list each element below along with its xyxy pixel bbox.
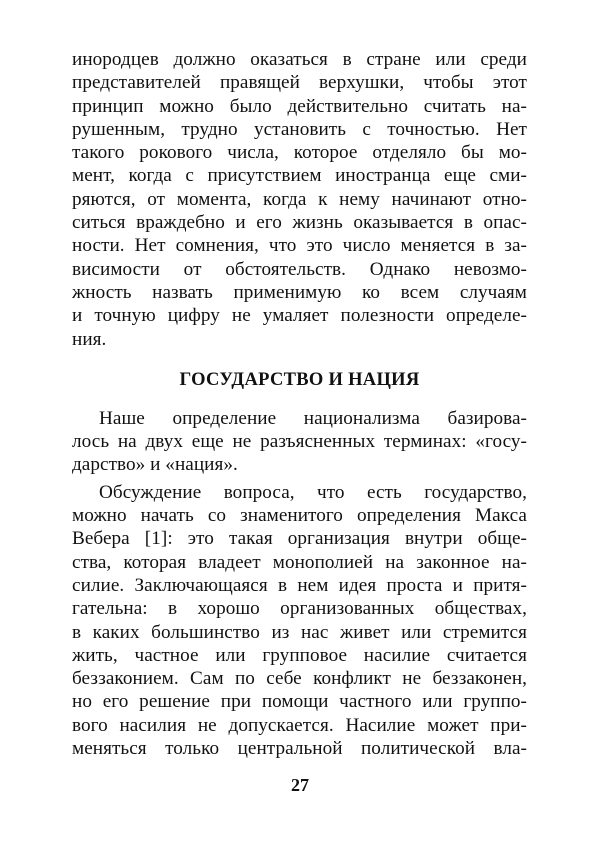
- text-line: ситься враждебно и его жизнь оказывается в опас-: [72, 212, 527, 234]
- text-line: ства, которая владеет монополией на законное на-: [72, 551, 527, 573]
- text-line: дарство» и «нация».: [72, 454, 238, 476]
- text-line: принцип можно было действительно считать на-: [72, 95, 527, 117]
- text-line: в каких большинство из нас живет или стремится: [72, 621, 527, 643]
- text-line: инородцев должно оказаться в стране или среди: [72, 49, 527, 70]
- text-line: жить, частное или групповое насилие считается: [72, 644, 527, 666]
- text-line: Наше определение национализма базирова-: [99, 407, 527, 429]
- text-line: ния.: [72, 328, 107, 350]
- page-number: 27: [291, 775, 309, 795]
- text-line: и точную цифру не умаляет полезности определе-: [72, 305, 527, 327]
- text-line: гательна: в хорошо организованных обществах,: [72, 598, 527, 620]
- text-line: жность назвать применимую ко всем случаям: [72, 281, 527, 303]
- text-line: Вебера [1]: это такая организация внутри обще-: [72, 528, 527, 550]
- text-line: ряются, от момента, когда к нему начинают отно-: [72, 188, 527, 210]
- text-line: вого насилия не допускается. Насилие может при-: [72, 714, 527, 736]
- text-line: Обсуждение вопроса, что есть государство,: [99, 481, 527, 503]
- page-body: [72, 48, 527, 760]
- text-line: такого рокового числа, которое отделяло бы мо-: [72, 142, 527, 164]
- text-line: можно начать со знаменитого определения Макса: [72, 505, 527, 527]
- text-line: представителей правящей верхушки, чтобы этот: [72, 72, 527, 94]
- text-line: лось на двух еще не разъясненных терминах: «госу-: [72, 431, 527, 453]
- text-line: беззаконием. Сам по себе конфликт не беззаконен,: [72, 668, 527, 690]
- text-line: силие. Заключающаяся в нем идея проста и притя-: [72, 574, 527, 596]
- paragraph-3: [72, 481, 527, 761]
- paragraph-1: [72, 48, 527, 351]
- text-line: меняться только центральной политической вла-: [72, 738, 527, 760]
- text-line: ности. Нет сомнения, что это число меняется в за-: [72, 235, 527, 257]
- paragraph-2: [72, 407, 527, 477]
- text-line: но его решение при помощи частного или группо-: [72, 691, 527, 713]
- text-line: висимости от обстоятельств. Однако невозмо-: [72, 258, 527, 280]
- text-line: рушенным, трудно установить с точностью. Нет: [72, 118, 527, 140]
- section-heading: ГОСУДАРСТВО И НАЦИЯ: [179, 369, 420, 390]
- text-line: мент, когда с присутствием иностранца еще сми-: [72, 165, 527, 187]
